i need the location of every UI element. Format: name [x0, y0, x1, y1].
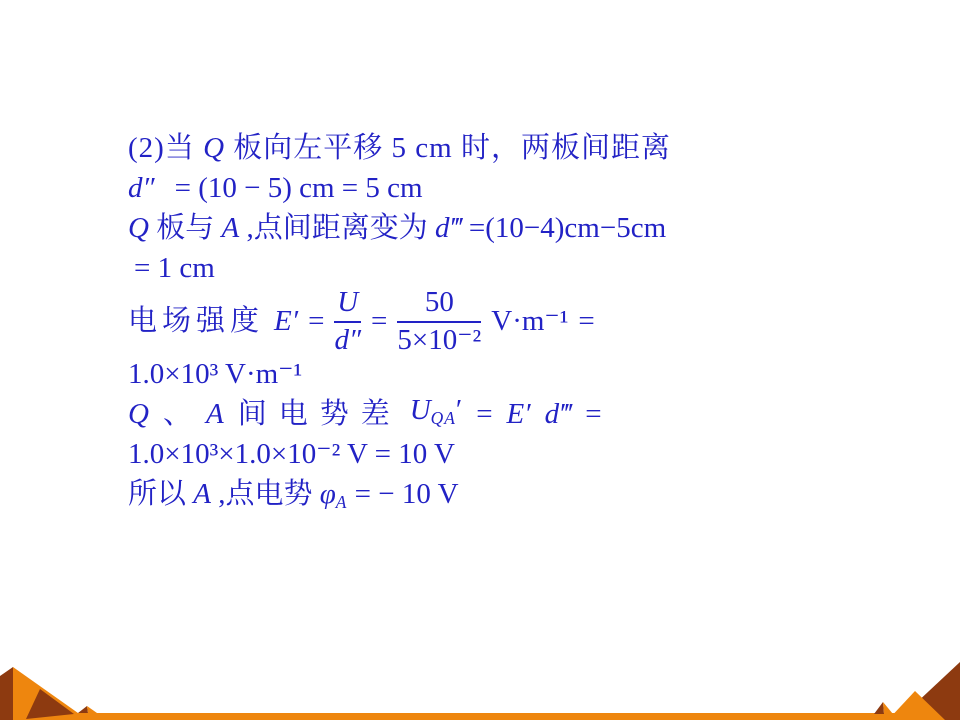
text-line-4: [128, 248, 748, 288]
math-var-phi: φ: [319, 478, 336, 510]
fraction-numerator: U: [337, 286, 359, 319]
unit-text: V·m⁻¹: [491, 305, 569, 337]
equals-sign: =: [476, 398, 493, 430]
left-pyramid-dark-face: [0, 667, 13, 720]
text-line-1: [128, 128, 748, 168]
text-segment: 板与: [148, 212, 222, 244]
fraction-numerator: 50: [424, 286, 454, 319]
text-segment: 间电势差: [237, 398, 402, 430]
math-var-e-prime: E′: [506, 398, 531, 430]
math-var-d-tripleprime: d‴: [434, 212, 462, 244]
math-var-q: Q: [128, 398, 149, 430]
equation-text: = − 10 V: [347, 478, 459, 510]
text-line-7: [128, 394, 748, 434]
subscript-a: A: [335, 492, 348, 513]
text-line-8: [128, 434, 748, 474]
text-line-5: [128, 288, 748, 354]
text-segment: 所以: [128, 478, 194, 510]
math-var-u: U: [409, 393, 431, 426]
math-var-q: Q: [203, 132, 226, 164]
text-line-3: [128, 208, 748, 248]
math-var-d-doubleprime: d″: [128, 172, 155, 204]
equation-text: =(10−4)cm−5cm: [461, 212, 667, 244]
equals-sign: =: [585, 398, 602, 430]
subscript-qa: QA: [430, 408, 456, 429]
equation-text: 1.0×10³ V·m⁻¹: [128, 358, 303, 390]
right-small-pyramid-dark-face: [874, 702, 884, 714]
equation-text: = 1 cm: [134, 252, 215, 284]
fraction-bar: [334, 321, 361, 323]
text-segment: ,点间距离变为: [239, 212, 435, 244]
bottom-decoration: [0, 660, 960, 720]
text-line-9: [128, 474, 748, 522]
math-var-a: A: [193, 478, 211, 510]
bottom-strip: [0, 713, 960, 720]
fraction-50-over-5e-2: [397, 287, 481, 355]
right-small-pyramid-orange-face: [883, 702, 893, 714]
left-small-pyramid-dark-face: [78, 706, 88, 713]
fraction-u-over-d: [334, 287, 361, 355]
math-var-e-prime: E′: [274, 305, 299, 337]
text-line-6: [128, 354, 748, 394]
prime-mark: ′: [455, 393, 463, 426]
math-var-d-tripleprime: d‴: [544, 398, 572, 430]
fraction-denominator: 5×10⁻²: [397, 323, 482, 356]
equals-sign: =: [371, 305, 388, 337]
text-segment: ,点电势: [210, 478, 320, 510]
solution-text-block: [128, 128, 748, 522]
equals-sign: =: [308, 305, 325, 337]
equation-text: 1.0×10³×1.0×10⁻² V = 10 V: [128, 438, 455, 470]
math-var-a: A: [205, 398, 224, 430]
text-line-2: [128, 168, 748, 208]
left-small-pyramid-orange-face: [87, 706, 97, 713]
text-segment: 电场强度: [128, 305, 265, 337]
punctuation: 、: [162, 398, 192, 430]
math-var-q: Q: [128, 212, 149, 244]
text-segment: 板向左平移 5 cm 时，两板间距离: [225, 132, 671, 164]
fraction-denominator: d″: [334, 323, 362, 356]
fraction-bar: [397, 321, 481, 323]
math-var-a: A: [221, 212, 240, 244]
equation-text: = (10 − 5) cm = 5 cm: [174, 172, 423, 204]
equals-sign: =: [578, 305, 595, 337]
text-segment: (2)当: [128, 132, 204, 164]
math-var-u-qa: [410, 390, 462, 438]
